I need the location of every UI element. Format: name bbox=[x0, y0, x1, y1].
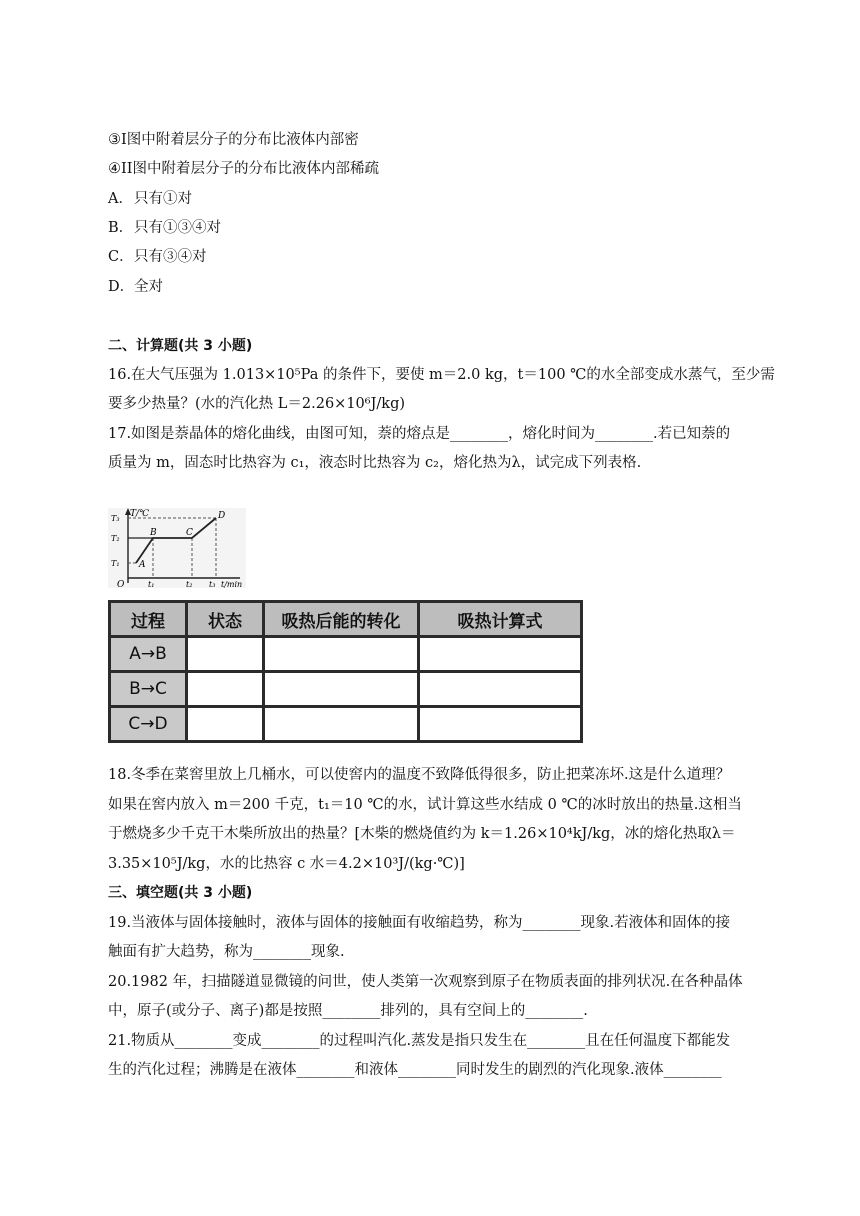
table-row bbox=[110, 637, 582, 672]
option-d bbox=[108, 277, 163, 297]
row-process-ab: A→B bbox=[110, 637, 187, 672]
q21-line-1: 21.物质从________变成________的过程叫汽化.蒸发是指只发生在________且在任何温度下都能发 bbox=[108, 1033, 731, 1049]
x-tick-t3: t₃ bbox=[209, 580, 216, 588]
point-a: A bbox=[139, 560, 146, 570]
point-b: B bbox=[150, 528, 157, 538]
option-a-letter: A． bbox=[108, 191, 133, 207]
section-2-title: 二、计算题(共 3 小题) bbox=[108, 338, 253, 354]
option-b bbox=[108, 218, 221, 238]
q18-line-4: 3.35×10⁵J/kg，水的比热容 c 水＝4.2×10³J/(kg·℃)] bbox=[108, 856, 465, 872]
header-energy-conversion: 吸热后能的转化 bbox=[264, 602, 419, 637]
y-tick-t2: T₂ bbox=[111, 534, 120, 543]
section-3-title: 三、填空题(共 3 小题) bbox=[108, 885, 253, 901]
option-c-letter: C． bbox=[108, 249, 134, 265]
statement-3: ③I图中附着层分子的分布比液体内部密 bbox=[108, 132, 359, 148]
origin-label: O bbox=[117, 580, 125, 588]
y-tick-t3: T₃ bbox=[111, 514, 120, 523]
statement-4: ④II图中附着层分子的分布比液体内部稀疏 bbox=[108, 161, 379, 177]
option-a-text: 只有①对 bbox=[134, 191, 192, 207]
option-b-text: 只有①③④对 bbox=[134, 220, 221, 236]
row-process-bc: B→C bbox=[110, 672, 187, 707]
option-d-letter: D． bbox=[108, 279, 135, 295]
cell-energy bbox=[264, 707, 419, 742]
table-row bbox=[110, 672, 582, 707]
y-tick-t1: T₁ bbox=[111, 559, 120, 568]
q20-line-1: 20.1982 年，扫描隧道显微镜的问世，使人类第一次观察到原子在物质表面的排列状况.在各种晶体 bbox=[108, 974, 743, 990]
q19-line-1: 19.当液体与固体接触时，液体与固体的接触面有收缩趋势，称为________现象.若液体和固体的接 bbox=[108, 915, 731, 931]
cell-state bbox=[187, 672, 264, 707]
cell-formula bbox=[419, 707, 582, 742]
row-process-cd: C→D bbox=[110, 707, 187, 742]
header-heat-formula: 吸热计算式 bbox=[419, 602, 582, 637]
x-tick-t2: t₂ bbox=[186, 580, 193, 588]
q19-line-2: 触面有扩大趋势，称为________现象. bbox=[108, 944, 345, 960]
x-tick-t1: t₁ bbox=[148, 580, 155, 588]
cell-energy bbox=[264, 672, 419, 707]
option-c-text: 只有③④对 bbox=[134, 249, 207, 265]
option-c bbox=[108, 247, 207, 267]
q18-line-3: 于燃烧多少千克干木柴所放出的热量？[木柴的燃烧值约为 k＝1.26×10⁴kJ/kg，冰的熔化热取λ＝ bbox=[108, 826, 736, 842]
cell-energy bbox=[264, 637, 419, 672]
header-process: 过程 bbox=[110, 602, 187, 637]
option-b-letter: B． bbox=[108, 220, 134, 236]
option-d-text: 全对 bbox=[134, 279, 163, 295]
process-table bbox=[108, 600, 583, 743]
cell-formula bbox=[419, 672, 582, 707]
q18-line-1: 18.冬季在菜窖里放上几桶水，可以使窖内的温度不致降低得很多，防止把菜冻坏.这是什么道理？ bbox=[108, 767, 731, 783]
cell-state bbox=[187, 707, 264, 742]
cell-state bbox=[187, 637, 264, 672]
point-c: C bbox=[186, 528, 193, 538]
table-row bbox=[110, 707, 582, 742]
q21-line-2: 生的汽化过程；沸腾是在液体________和液体________同时发生的剧烈的汽化现象.液体________ bbox=[108, 1062, 722, 1078]
q16-line-1: 16.在大气压强为 1.013×10⁵Pa 的条件下，要使 m＝2.0 kg，t＝100 ℃的水全部变成水蒸气，至少需 bbox=[108, 367, 775, 383]
q17-line-2: 质量为 m，固态时比热容为 c₁，液态时比热容为 c₂，熔化热为λ，试完成下列表格. bbox=[108, 455, 642, 471]
option-a bbox=[108, 189, 192, 209]
table-header-row bbox=[110, 602, 582, 637]
q17-line-1: 17.如图是萘晶体的熔化曲线，由图可知，萘的熔点是________，熔化时间为________.若已知萘的 bbox=[108, 426, 731, 442]
melting-curve-figure bbox=[108, 508, 246, 588]
x-axis-label: t/min bbox=[221, 580, 243, 588]
y-axis-label: T/℃ bbox=[130, 509, 150, 519]
header-state: 状态 bbox=[187, 602, 264, 637]
cell-formula bbox=[419, 637, 582, 672]
q18-line-2: 如果在窖内放入 m＝200 千克，t₁＝10 ℃的水，试计算这些水结成 0 ℃的冰时放出的热量.这相当 bbox=[108, 797, 742, 813]
q20-line-2: 中，原子(或分子、离子)都是按照________排列的，具有空间上的________. bbox=[108, 1003, 588, 1019]
q16-line-2: 要多少热量？(水的汽化热 L＝2.26×10⁶J/kg) bbox=[108, 396, 406, 412]
point-d: D bbox=[218, 511, 226, 521]
